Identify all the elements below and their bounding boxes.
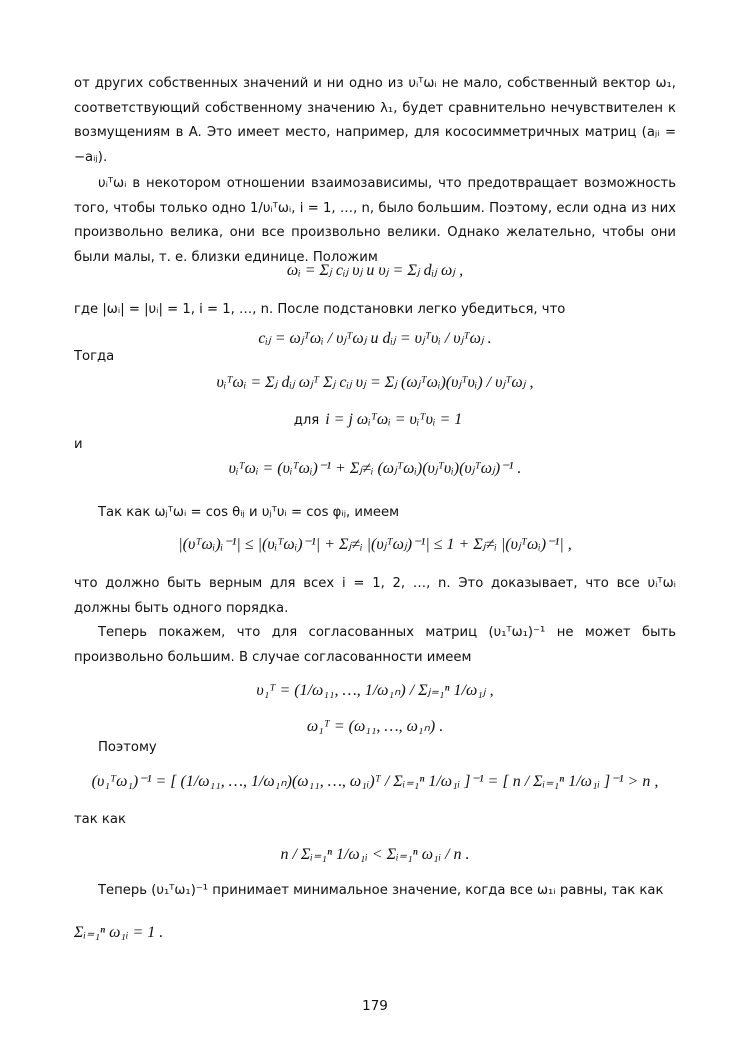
label-togda: Тогда [74, 349, 115, 364]
equation-5: υᵢᵀωᵢ = (υᵢᵀωᵢ)⁻¹ + Σⱼ≠ᵢ (ωⱼᵀωᵢ)(υⱼᵀυᵢ)(υⱼᵀωⱼ)⁻¹ . [228, 460, 522, 477]
paragraph-6: Теперь покажем, что для согласованных матриц (υ₁ᵀω₁)⁻¹ не может быть произвольно большим. В случае согласованности имеем [74, 625, 676, 665]
page-number: 179 [362, 998, 388, 1014]
paragraph-4: Так как ωⱼᵀωᵢ = cos θᵢⱼ и υⱼᵀυᵢ = cos φᵢⱼ, имеем [98, 505, 400, 520]
equation-1: ωᵢ = Σⱼ cᵢⱼ υⱼ и υⱼ = Σⱼ dᵢⱼ ωⱼ , [286, 262, 464, 279]
equation-3: υᵢᵀωᵢ = Σⱼ dᵢⱼ ωⱼᵀ Σⱼ cᵢⱼ υⱼ = Σⱼ (ωⱼᵀωᵢ)(υⱼᵀυᵢ) / υⱼᵀωⱼ , [216, 374, 534, 391]
paragraph-2: υᵢᵀωᵢ в некотором отношении взаимозависимы, что предотвращает возможность того, чтобы только одно 1/υᵢᵀωᵢ, i = 1, …, n, было большим. Поэтому, если одна из них произвольно велика, они все произвольно велики. Однако желательно, чтобы они были малы, т. е. близки единице. Положим [74, 176, 676, 265]
equation-8: ω₁ᵀ = (ω₁₁, …, ω₁ₙ) . [306, 718, 444, 735]
paragraph-3: где |ωᵢ| = |υᵢ| = 1, i = 1, …, n. После подстановки легко убедиться, что [74, 302, 566, 317]
equation-2: cᵢⱼ = ωⱼᵀωᵢ / υⱼᵀωⱼ и dᵢⱼ = υⱼᵀυᵢ / υⱼᵀωⱼ . [258, 330, 492, 347]
label-poetomu: Поэтому [98, 740, 157, 755]
paragraph-5: что должно быть верным для всех i = 1, 2, …, n. Это доказывает, что все υᵢᵀωᵢ должны быть одного порядка. [74, 576, 676, 616]
label-and: и [74, 437, 83, 452]
equation-4: i = j ωᵢᵀωᵢ = υᵢᵀυᵢ = 1 [325, 411, 463, 428]
equation-10: n / Σᵢ₌₁ⁿ 1/ω₁ᵢ < Σᵢ₌₁ⁿ ω₁ᵢ / n . [280, 846, 470, 863]
label-dlya: для [293, 413, 320, 428]
paragraph-7: Теперь (υ₁ᵀω₁)⁻¹ принимает минимальное значение, когда все ω₁ᵢ равны, так как [98, 883, 664, 898]
paragraph-1: от других собственных значений и ни одно из υᵢᵀωᵢ не мало, собственный вектор ω₁, соответствующий собственному значению λ₁, будет сравнительно нечувствителен к возмущениям в A. Это имеет место, например, для кососимметричных матриц (aⱼᵢ = −aᵢⱼ). [74, 76, 676, 165]
equation-7: υ₁ᵀ = (1/ω₁₁, …, 1/ω₁ₙ) / Σⱼ₌₁ⁿ 1/ω₁ⱼ , [256, 682, 494, 699]
equation-6: |(υᵀωᵢ)ᵢ⁻¹| ≤ |(υᵢᵀωᵢ)⁻¹| + Σⱼ≠ᵢ |(υⱼᵀωⱼ)⁻¹| ≤ 1 + Σⱼ≠ᵢ |(υⱼᵀωᵢ)⁻¹| , [178, 536, 572, 553]
label-tak-kak: так как [74, 812, 126, 827]
equation-9: (υ₁ᵀω₁)⁻¹ = [ (1/ω₁₁, …, 1/ω₁ₙ)(ω₁₁, …, ω₁ᵢ)ᵀ / Σᵢ₌₁ⁿ 1/ω₁ᵢ ]⁻¹ = [ n / Σᵢ₌₁ⁿ 1/ω₁ᵢ ]⁻¹ > n , [91, 773, 659, 790]
equation-4-line [0, 411, 750, 429]
equation-11: Σᵢ₌₁ⁿ ω₁ᵢ = 1 . [74, 924, 164, 941]
